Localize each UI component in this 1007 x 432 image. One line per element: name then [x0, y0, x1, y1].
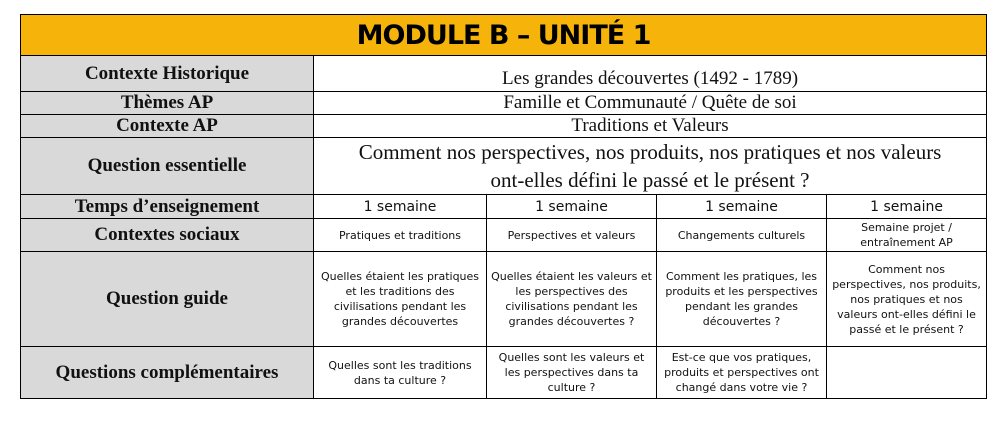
- label-contexte-historique: Contexte Historique: [21, 56, 314, 92]
- row-themes-ap: [21, 92, 987, 115]
- row-temps: [21, 195, 987, 219]
- question-complementaire-1: Quelles sont les traditions dans ta culture ?: [314, 347, 487, 399]
- row-question-guide: [21, 252, 987, 347]
- contexte-social-1: Pratiques et traditions: [314, 219, 487, 252]
- question-guide-3: Comment les pratiques, les produits et les perspectives pendant les grandes découvertes ?: [657, 252, 827, 347]
- question-essentielle-line-1: Comment nos perspectives, nos produits, nos pratiques et nos valeurs: [358, 140, 942, 164]
- contexte-social-4: Semaine projet / entraînement AP: [827, 219, 987, 252]
- question-complementaire-4: [827, 347, 987, 399]
- question-guide-2: Quelles étaient les valeurs et les perspectives des civilisations pendant les grandes découvertes ?: [487, 252, 657, 347]
- unit-table: [20, 14, 987, 399]
- contexte-social-2: Perspectives et valeurs: [487, 219, 657, 252]
- temps-week-2: 1 semaine: [487, 195, 657, 219]
- title-row: [21, 15, 987, 56]
- question-guide-1: Quelles étaient les pratiques et les traditions des civilisations pendant les grandes découvertes: [314, 252, 487, 347]
- temps-week-4: 1 semaine: [827, 195, 987, 219]
- unit-plan: [20, 14, 986, 399]
- label-question-essentielle: Question essentielle: [21, 138, 314, 195]
- label-temps: Temps d’enseignement: [21, 195, 314, 219]
- row-questions-complementaires: [21, 347, 987, 399]
- label-contexte-ap: Contexte AP: [21, 115, 314, 138]
- value-contexte-historique: Les grandes découvertes (1492 - 1789): [314, 56, 987, 92]
- question-guide-4: Comment nos perspectives, nos produits, nos pratiques et nos valeurs ont-elles défini le passé et le présent ?: [827, 252, 987, 347]
- value-contexte-ap: Traditions et Valeurs: [314, 115, 987, 138]
- row-contexte-historique: [21, 56, 987, 92]
- module-title: MODULE B – UNITÉ 1: [21, 15, 987, 56]
- temps-week-1: 1 semaine: [314, 195, 487, 219]
- temps-week-3: 1 semaine: [657, 195, 827, 219]
- contexte-social-3: Changements culturels: [657, 219, 827, 252]
- row-question-essentielle: [21, 138, 987, 195]
- label-questions-complementaires: Questions complémentaires: [21, 347, 314, 399]
- value-question-essentielle: [314, 138, 987, 195]
- label-contextes-sociaux: Contextes sociaux: [21, 219, 314, 252]
- row-contexte-ap: [21, 115, 987, 138]
- row-contextes-sociaux: [21, 219, 987, 252]
- label-question-guide: Question guide: [21, 252, 314, 347]
- label-themes-ap: Thèmes AP: [21, 92, 314, 115]
- question-complementaire-3: Est-ce que vos pratiques, produits et perspectives ont changé dans votre vie ?: [657, 347, 827, 399]
- question-complementaire-2: Quelles sont les valeurs et les perspectives dans ta culture ?: [487, 347, 657, 399]
- question-essentielle-line-2: ont-elles défini le passé et le présent ?: [490, 168, 810, 192]
- value-themes-ap: Famille et Communauté / Quête de soi: [314, 92, 987, 115]
